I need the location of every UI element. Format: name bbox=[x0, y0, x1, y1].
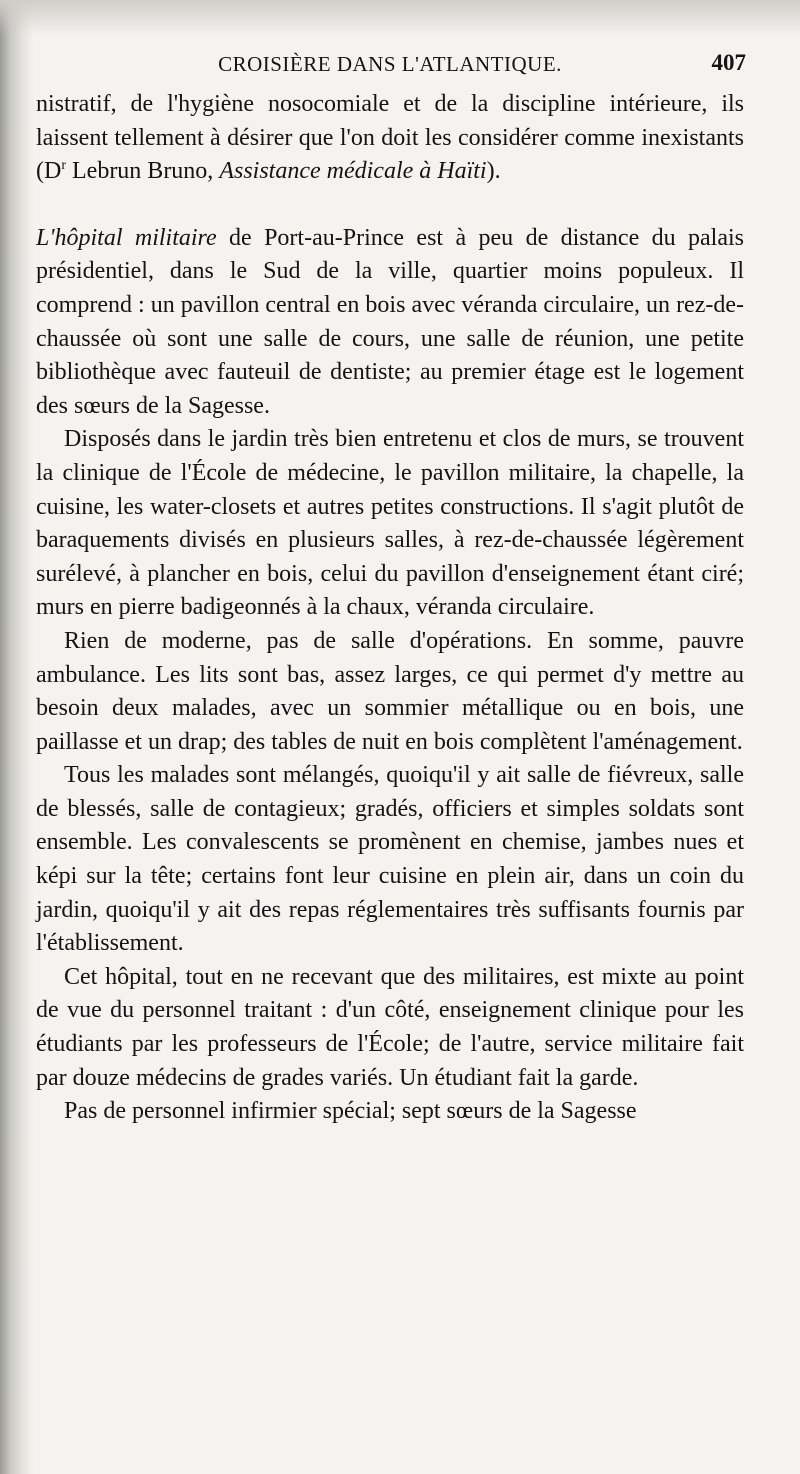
paragraph bbox=[36, 423, 744, 625]
running-head bbox=[36, 44, 744, 84]
running-title: CROISIÈRE DANS L'ATLANTIQUE. bbox=[218, 52, 562, 76]
paragraph bbox=[36, 88, 744, 189]
text-run: Pas de personnel infirmier spécial; sept sœurs de la Sagesse bbox=[64, 1098, 637, 1125]
paragraph bbox=[36, 961, 744, 1095]
text-run: Tous les malades sont mélangés, quoiqu'il y ait salle de fiévreux, salle de blessés, salle de contagieux; gradés, officiers et simples soldats sont ensemble. Les convalescents se promènent en chemise, jambes nues et képi sur la tête; certains font leur cuisine en plein air, dans un coin du jardin, quoiqu'il y ait des repas réglementaires très suffisants fournis par l'établissement. bbox=[36, 762, 744, 957]
paragraph bbox=[36, 222, 744, 424]
text-run: de Port-au-Prince est à peu de distance du palais présidentiel, dans le Sud de la ville, quartier moins populeux. Il comprend : un pavillon central en bois avec véranda circulaire, un rez-de-chaussée où sont une salle de cours, une salle de réunion, une petite bibliothèque avec fauteuil de dentiste; au premier étage est le logement des sœurs de la Sagesse. bbox=[36, 224, 744, 419]
text-run: Disposés dans le jardin très bien entretenu et clos de murs, se trouvent la clinique de l'École de médecine, le pavillon militaire, la chapelle, la cuisine, les water-closets et autres petites constructions. Il s'agit plutôt de baraquements divisés en plusieurs salles, à rez-de-chaussée légèrement surélevé, à plancher en bois, celui du pavillon d'enseignement étant ciré; murs en pierre badigeonnés à la chaux, véranda circulaire. bbox=[36, 426, 744, 621]
book-page bbox=[36, 44, 744, 1129]
text-run: Rien de moderne, pas de salle d'opérations. En somme, pauvre ambulance. Les lits sont bas, assez larges, ce qui permet d'y mettre au besoin deux malades, avec un sommier métallique ou en bois, une paillasse et un drap; des tables de nuit en bois complètent l'aménagement. bbox=[36, 627, 744, 755]
text-run: Lebrun Bruno, bbox=[66, 158, 220, 185]
body-text bbox=[36, 88, 744, 1129]
paragraph bbox=[36, 759, 744, 961]
page-gutter-shading bbox=[0, 0, 34, 1474]
text-run: ). bbox=[486, 158, 501, 185]
italic-text: Assistance médicale à Haïti bbox=[219, 158, 487, 185]
superscript-text: r bbox=[61, 158, 66, 174]
paragraph bbox=[36, 625, 744, 759]
text-run: Cet hôpital, tout en ne recevant que des militaires, est mixte au point de vue du personnel traitant : d'un côté, enseignement clinique pour les étudiants par les professeurs de l'École; de l'autre, service militaire fait par douze médecins de grades variés. Un étudiant fait la garde. bbox=[36, 963, 744, 1091]
paragraph bbox=[36, 1095, 744, 1129]
page-top-shading bbox=[0, 0, 800, 36]
text-run: nistratif, de l'hygiène nosocomiale et de la discipline intérieure, ils laissent tellement à désirer que l'on doit les considérer comme inexistants (D bbox=[36, 91, 744, 185]
italic-text: L'hôpital militaire bbox=[36, 224, 217, 251]
page-number: 407 bbox=[711, 50, 746, 75]
